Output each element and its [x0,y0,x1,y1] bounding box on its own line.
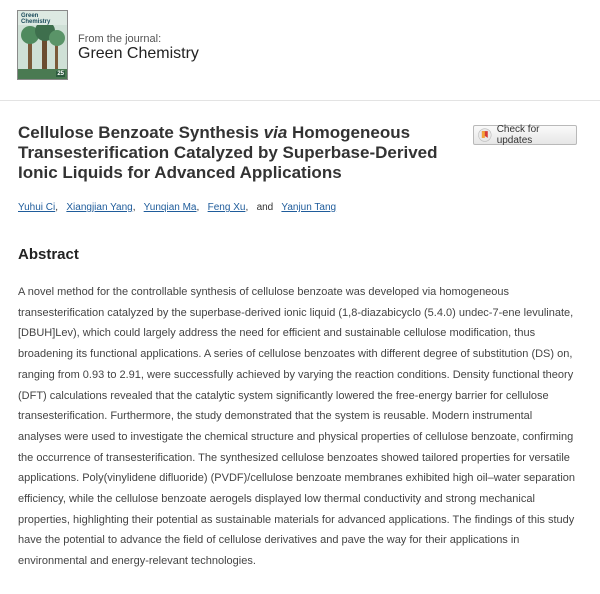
journal-header [0,0,600,101]
title-via: via [263,123,288,142]
abstract-text: A novel method for the controllable synthesis of cellulose benzoate was developed via homogeneous transesterification catalyzed by the superbase-derived ionic liquid (1,8-diazabicyclo (5.4.0) undec-7-ene levulinate, [DBUH]Lev), which could largely address the need for efficient and sustainable cellulose modification, thus broadening its functional applications. A series of cellulose benzoates with different degree of substitution (DS) on, ranging from 0.93 to 2.91, were successfully achieved by varying the reaction conditions. Density functional theory (DFT) calculations revealed that the catalytic system significantly lowered the free-energy barrier for cellulose transesterification. Furthermore, the study demonstrated that the system is reusable. Modern instrumental analyses were used to investigate the chemical structure and physical properties of cellulose benzoate, confirming the occurrence of transesterification. The synthesized cellulose benzoates showed tailored properties for versatile applications. Poly(vinylidene difluoride) (PVDF)/cellulose benzoate membranes exhibited high oil–water separation efficiency, while the cellulose benzoate aerogels displayed low thermal conductivity and strong mechanical properties, highlighting their potential as sustainable materials for advanced applications. The findings of this study have the potential to advance the field of cellulose derivatives and pave the way for their applications in environmental and energy-relevant technologies. [18,286,576,568]
author-separator: , [196,202,200,213]
check-for-updates-label: Check for updates [496,124,540,146]
author-link[interactable]: Yunqian Ma [143,202,197,213]
author-separator: , [132,202,136,213]
author-link[interactable]: Feng Xu [207,202,246,213]
author-separator: , [55,202,59,213]
cover-title: Green Chemistry [21,13,51,25]
journal-from-label: From the journal: [78,33,162,45]
author-link[interactable]: Yanjun Tang [281,202,337,213]
crossmark-icon [478,128,492,142]
author-and: and [256,202,274,213]
title-part-1: Cellulose Benzoate Synthesis [18,123,264,142]
check-for-updates-button[interactable] [473,125,577,145]
article-title [18,123,458,183]
title-part-2: Homogeneous Transesterification Catalyzed by Superbase-Derived Ionic Liquids for Advanced Applications [18,123,438,182]
author-separator: , [245,202,249,213]
author-list [18,202,336,213]
author-link[interactable]: Yuhui Ci [18,202,56,213]
abstract-heading: Abstract [18,246,79,263]
author-link[interactable]: Xiangjian Yang [66,202,133,213]
journal-name-link[interactable]: Green Chemistry [78,45,199,62]
cover-issue-number: 25 [57,71,64,77]
journal-cover-image[interactable] [17,10,68,80]
